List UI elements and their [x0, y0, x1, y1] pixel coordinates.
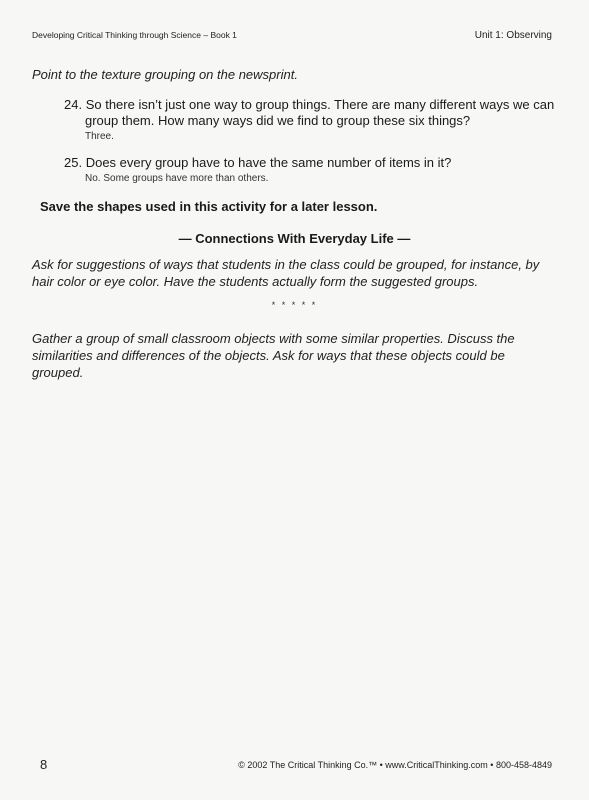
question-25 [64, 155, 564, 186]
question-answer: No. Some groups have more than others. [85, 173, 269, 184]
question-body: So there isn’t just one way to group things. There are many different ways we can group them. How many ways did we find to group these six things? [85, 97, 555, 128]
separator-stars: * * * * * [271, 300, 318, 310]
book-title-header: Developing Critical Thinking through Science – Book 1 [32, 30, 237, 40]
unit-header: Unit 1: Observing [474, 30, 552, 41]
save-note: Save the shapes used in this activity for a later lesson. [40, 199, 378, 214]
question-number: 24. [64, 97, 83, 112]
page-number: 8 [40, 757, 48, 772]
footer-copyright: © 2002 The Critical Thinking Co.™ • www.CriticalThinking.com • 800-458-4849 [238, 760, 552, 770]
question-body: Does every group have to have the same number of items in it? [85, 155, 452, 170]
question-number: 25. [64, 155, 83, 170]
question-text [64, 155, 564, 171]
question-text [64, 97, 564, 129]
section-heading: — Connections With Everyday Life — [178, 231, 411, 246]
question-24 [64, 97, 564, 144]
paragraph-classroom-objects: Gather a group of small classroom objects with some similar properties. Discuss the similarities and differences of the objects. Ask for ways that these objects could be grouped. [32, 331, 515, 380]
paragraph-suggestions: Ask for suggestions of ways that students in the class could be grouped, for instance, by hair color or eye color. Have the students actually form the suggested groups. [32, 257, 540, 289]
question-answer: Three. [85, 131, 114, 142]
intro-instruction: Point to the texture grouping on the newsprint. [32, 67, 298, 82]
